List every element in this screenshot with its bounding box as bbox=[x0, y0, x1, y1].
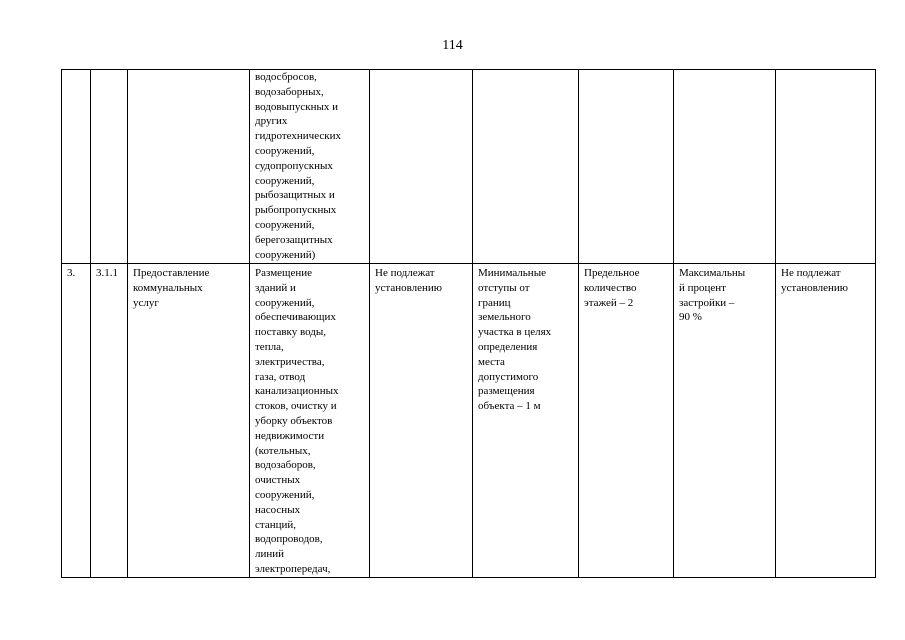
cell-col7: Предельное количество этажей – 2 bbox=[579, 264, 674, 578]
cell-name: Предоставление коммунальных услуг bbox=[128, 264, 250, 578]
cell-col5: Не подлежат установлению bbox=[370, 264, 473, 578]
cell-col9: Не подлежат установлению bbox=[776, 264, 876, 578]
cell-col9 bbox=[776, 70, 876, 264]
cell-number bbox=[62, 70, 91, 264]
table-row bbox=[62, 70, 876, 264]
cell-col5 bbox=[370, 70, 473, 264]
regulations-table bbox=[61, 69, 876, 578]
cell-col6: Минимальные отступы от границ земельного участка в целях определения места допустимого размещения объекта – 1 м bbox=[473, 264, 579, 578]
cell-description: Размещение зданий и сооружений, обеспечивающих поставку воды, тепла, электричества, газа, отвод канализационных стоков, очистку и уборку объектов недвижимости (котельных, водозаборов, очистных сооружений, насосных станций, водопроводов, линий электропередач, bbox=[250, 264, 370, 578]
cell-col7 bbox=[579, 70, 674, 264]
cell-col8: Максимальны й процент застройки – 90 % bbox=[674, 264, 776, 578]
cell-col8 bbox=[674, 70, 776, 264]
table-row bbox=[62, 264, 876, 578]
cell-description: водосбросов, водозаборных, водовыпускных и других гидротехнических сооружений, судопропускных сооружений, рыбозащитных и рыбопропускных сооружений, берегозащитных сооружений) bbox=[250, 70, 370, 264]
cell-code bbox=[91, 70, 128, 264]
cell-name bbox=[128, 70, 250, 264]
page-number: 114 bbox=[442, 38, 463, 53]
cell-col6 bbox=[473, 70, 579, 264]
cell-number: 3. bbox=[62, 264, 91, 578]
cell-code: 3.1.1 bbox=[91, 264, 128, 578]
